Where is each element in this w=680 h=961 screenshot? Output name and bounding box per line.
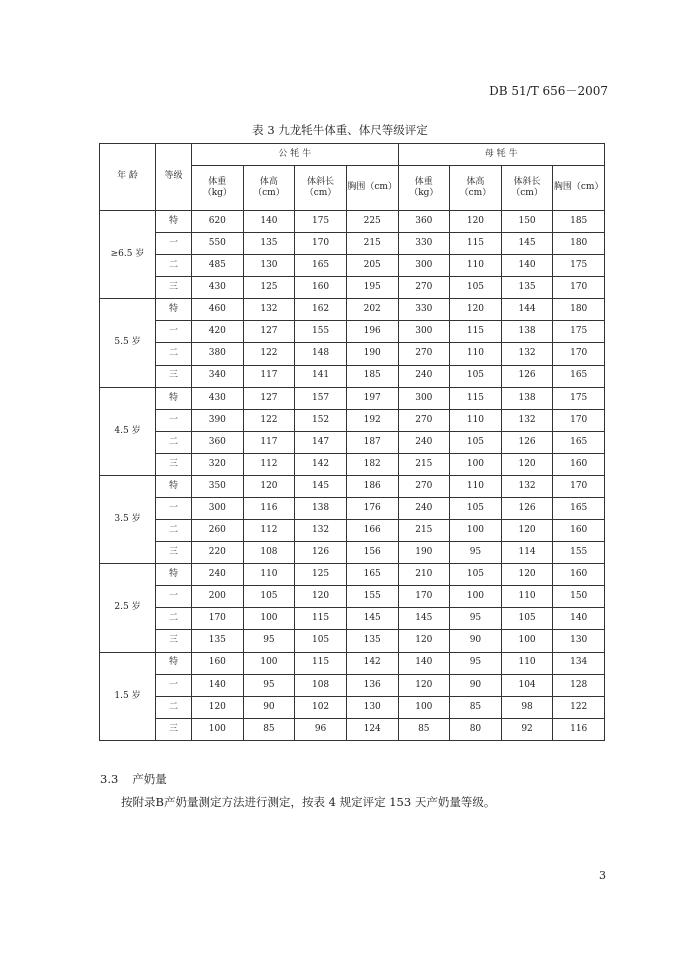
value-cell: 165 <box>553 498 605 520</box>
value-cell: 195 <box>346 277 398 299</box>
value-cell: 340 <box>192 365 244 387</box>
value-cell: 160 <box>192 652 244 674</box>
age-cell: 2.5 岁 <box>100 564 156 652</box>
value-cell: 120 <box>243 475 295 497</box>
value-cell: 100 <box>398 696 450 718</box>
table-row <box>100 255 605 277</box>
value-cell: 192 <box>346 409 398 431</box>
value-cell: 165 <box>553 431 605 453</box>
table-row <box>100 233 605 255</box>
table-header <box>100 144 605 211</box>
value-cell: 140 <box>501 255 553 277</box>
value-cell: 92 <box>501 718 553 740</box>
grade-cell: 特 <box>156 475 192 497</box>
table-row <box>100 498 605 520</box>
value-cell: 182 <box>346 453 398 475</box>
value-cell: 100 <box>243 608 295 630</box>
grading-table <box>99 143 605 741</box>
value-cell: 185 <box>553 211 605 233</box>
value-cell: 130 <box>243 255 295 277</box>
table-row <box>100 211 605 233</box>
measure-name: 体斜长 <box>513 176 541 187</box>
value-cell: 240 <box>398 431 450 453</box>
measure-unit: （cm） <box>459 188 492 198</box>
grade-cell: 二 <box>156 431 192 453</box>
table-row <box>100 608 605 630</box>
value-cell: 95 <box>450 542 502 564</box>
value-cell: 90 <box>243 696 295 718</box>
value-cell: 85 <box>243 718 295 740</box>
grade-cell: 三 <box>156 277 192 299</box>
value-cell: 141 <box>295 365 347 387</box>
grade-cell: 特 <box>156 211 192 233</box>
value-cell: 270 <box>398 475 450 497</box>
value-cell: 115 <box>450 233 502 255</box>
value-cell: 90 <box>450 674 502 696</box>
value-cell: 270 <box>398 277 450 299</box>
measure-header <box>398 166 450 211</box>
value-cell: 120 <box>192 696 244 718</box>
measure-name: 体高 <box>259 176 278 187</box>
grade-cell: 二 <box>156 255 192 277</box>
female-group-header: 母 牦 牛 <box>398 144 605 166</box>
age-cell: 5.5 岁 <box>100 299 156 387</box>
value-cell: 155 <box>295 321 347 343</box>
grade-cell: 特 <box>156 652 192 674</box>
table-row <box>100 674 605 696</box>
section-heading <box>100 771 167 787</box>
measure-header <box>192 166 244 211</box>
value-cell: 140 <box>553 608 605 630</box>
value-cell: 360 <box>192 431 244 453</box>
value-cell: 147 <box>295 431 347 453</box>
value-cell: 96 <box>295 718 347 740</box>
value-cell: 95 <box>243 674 295 696</box>
grade-cell: 一 <box>156 321 192 343</box>
grade-cell: 特 <box>156 387 192 409</box>
grade-cell: 三 <box>156 453 192 475</box>
measure-name: 体重 <box>414 176 433 187</box>
measure-unit: （cm） <box>304 188 337 198</box>
value-cell: 126 <box>501 365 553 387</box>
value-cell: 116 <box>553 718 605 740</box>
grade-cell: 二 <box>156 608 192 630</box>
value-cell: 104 <box>501 674 553 696</box>
value-cell: 85 <box>398 718 450 740</box>
table-row <box>100 630 605 652</box>
value-cell: 152 <box>295 409 347 431</box>
value-cell: 215 <box>398 453 450 475</box>
age-cell: ≥6.5 岁 <box>100 211 156 299</box>
value-cell: 200 <box>192 586 244 608</box>
table-row <box>100 387 605 409</box>
value-cell: 100 <box>450 520 502 542</box>
value-cell: 170 <box>295 233 347 255</box>
value-cell: 138 <box>501 387 553 409</box>
value-cell: 122 <box>243 409 295 431</box>
table-row <box>100 277 605 299</box>
value-cell: 110 <box>450 475 502 497</box>
value-cell: 114 <box>501 542 553 564</box>
value-cell: 115 <box>295 652 347 674</box>
value-cell: 350 <box>192 475 244 497</box>
value-cell: 105 <box>295 630 347 652</box>
table-caption: 表 3 九龙牦牛体重、体尺等级评定 <box>252 123 428 137</box>
table-row <box>100 718 605 740</box>
age-column-header: 年 龄 <box>100 144 156 211</box>
value-cell: 132 <box>295 520 347 542</box>
value-cell: 105 <box>450 431 502 453</box>
value-cell: 138 <box>501 321 553 343</box>
value-cell: 122 <box>243 343 295 365</box>
value-cell: 145 <box>346 608 398 630</box>
value-cell: 120 <box>295 586 347 608</box>
measure-name: 体高 <box>466 176 485 187</box>
table-row <box>100 696 605 718</box>
value-cell: 95 <box>450 652 502 674</box>
grade-cell: 二 <box>156 520 192 542</box>
value-cell: 150 <box>501 211 553 233</box>
value-cell: 260 <box>192 520 244 542</box>
value-cell: 100 <box>243 652 295 674</box>
value-cell: 220 <box>192 542 244 564</box>
age-cell: 1.5 岁 <box>100 652 156 740</box>
value-cell: 136 <box>346 674 398 696</box>
value-cell: 160 <box>553 520 605 542</box>
value-cell: 112 <box>243 520 295 542</box>
value-cell: 360 <box>398 211 450 233</box>
value-cell: 85 <box>450 696 502 718</box>
value-cell: 100 <box>192 718 244 740</box>
grade-cell: 一 <box>156 233 192 255</box>
value-cell: 240 <box>398 365 450 387</box>
value-cell: 550 <box>192 233 244 255</box>
value-cell: 115 <box>450 387 502 409</box>
measure-header <box>553 166 605 211</box>
document-code: DB 51/T 656－2007 <box>489 84 608 98</box>
value-cell: 196 <box>346 321 398 343</box>
measure-header <box>450 166 502 211</box>
measure-header <box>501 166 553 211</box>
measure-header <box>295 166 347 211</box>
value-cell: 190 <box>398 542 450 564</box>
value-cell: 145 <box>295 475 347 497</box>
value-cell: 110 <box>450 409 502 431</box>
value-cell: 390 <box>192 409 244 431</box>
value-cell: 102 <box>295 696 347 718</box>
age-cell: 3.5 岁 <box>100 475 156 563</box>
section-number: 3.3 <box>100 772 119 786</box>
value-cell: 127 <box>243 387 295 409</box>
grade-cell: 特 <box>156 564 192 586</box>
grade-cell: 二 <box>156 696 192 718</box>
value-cell: 155 <box>553 542 605 564</box>
value-cell: 162 <box>295 299 347 321</box>
value-cell: 135 <box>192 630 244 652</box>
page-number: 3 <box>599 869 606 882</box>
age-cell: 4.5 岁 <box>100 387 156 475</box>
measure-name: 胸围（cm） <box>553 182 604 193</box>
value-cell: 135 <box>243 233 295 255</box>
value-cell: 132 <box>501 409 553 431</box>
value-cell: 420 <box>192 321 244 343</box>
value-cell: 127 <box>243 321 295 343</box>
value-cell: 160 <box>295 277 347 299</box>
value-cell: 180 <box>553 299 605 321</box>
value-cell: 160 <box>553 564 605 586</box>
value-cell: 430 <box>192 387 244 409</box>
value-cell: 115 <box>295 608 347 630</box>
grade-cell: 一 <box>156 586 192 608</box>
value-cell: 135 <box>346 630 398 652</box>
value-cell: 110 <box>501 652 553 674</box>
value-cell: 140 <box>243 211 295 233</box>
table-row <box>100 409 605 431</box>
value-cell: 125 <box>295 564 347 586</box>
value-cell: 176 <box>346 498 398 520</box>
value-cell: 270 <box>398 343 450 365</box>
value-cell: 175 <box>553 387 605 409</box>
value-cell: 124 <box>346 718 398 740</box>
value-cell: 300 <box>398 387 450 409</box>
value-cell: 132 <box>501 475 553 497</box>
value-cell: 120 <box>501 520 553 542</box>
table-row <box>100 453 605 475</box>
value-cell: 115 <box>450 321 502 343</box>
value-cell: 130 <box>553 630 605 652</box>
value-cell: 135 <box>501 277 553 299</box>
value-cell: 120 <box>501 453 553 475</box>
value-cell: 202 <box>346 299 398 321</box>
value-cell: 132 <box>501 343 553 365</box>
table-row <box>100 542 605 564</box>
value-cell: 165 <box>346 564 398 586</box>
value-cell: 95 <box>450 608 502 630</box>
value-cell: 186 <box>346 475 398 497</box>
grade-cell: 一 <box>156 498 192 520</box>
value-cell: 170 <box>398 586 450 608</box>
value-cell: 140 <box>398 652 450 674</box>
value-cell: 240 <box>398 498 450 520</box>
value-cell: 142 <box>346 652 398 674</box>
value-cell: 110 <box>501 586 553 608</box>
measure-unit: （kg） <box>202 188 232 198</box>
value-cell: 126 <box>501 431 553 453</box>
value-cell: 110 <box>450 255 502 277</box>
table-row <box>100 321 605 343</box>
value-cell: 430 <box>192 277 244 299</box>
value-cell: 170 <box>553 409 605 431</box>
value-cell: 155 <box>346 586 398 608</box>
value-cell: 460 <box>192 299 244 321</box>
value-cell: 330 <box>398 299 450 321</box>
section-body: 按附录B产奶量测定方法进行测定，按表 4 规定评定 153 天产奶量等级。 <box>121 795 496 809</box>
section-title: 产奶量 <box>132 772 167 786</box>
value-cell: 142 <box>295 453 347 475</box>
value-cell: 110 <box>450 343 502 365</box>
table-row <box>100 475 605 497</box>
value-cell: 120 <box>398 630 450 652</box>
value-cell: 120 <box>450 211 502 233</box>
value-cell: 330 <box>398 233 450 255</box>
value-cell: 145 <box>501 233 553 255</box>
value-cell: 485 <box>192 255 244 277</box>
table-row <box>100 299 605 321</box>
table-row <box>100 520 605 542</box>
value-cell: 126 <box>501 498 553 520</box>
measure-unit: （cm） <box>253 188 285 198</box>
value-cell: 126 <box>295 542 347 564</box>
measure-name: 体重 <box>208 176 227 187</box>
male-group-header: 公 牦 牛 <box>192 144 399 166</box>
value-cell: 108 <box>295 674 347 696</box>
value-cell: 100 <box>450 586 502 608</box>
value-cell: 144 <box>501 299 553 321</box>
value-cell: 170 <box>553 277 605 299</box>
value-cell: 175 <box>553 321 605 343</box>
value-cell: 145 <box>398 608 450 630</box>
value-cell: 134 <box>553 652 605 674</box>
value-cell: 105 <box>450 365 502 387</box>
value-cell: 105 <box>450 498 502 520</box>
measure-unit: （cm） <box>511 188 543 198</box>
value-cell: 175 <box>295 211 347 233</box>
value-cell: 225 <box>346 211 398 233</box>
value-cell: 130 <box>346 696 398 718</box>
value-cell: 90 <box>450 630 502 652</box>
value-cell: 98 <box>501 696 553 718</box>
value-cell: 100 <box>501 630 553 652</box>
value-cell: 105 <box>243 586 295 608</box>
value-cell: 380 <box>192 343 244 365</box>
value-cell: 170 <box>553 475 605 497</box>
value-cell: 156 <box>346 542 398 564</box>
value-cell: 120 <box>450 299 502 321</box>
value-cell: 160 <box>553 453 605 475</box>
value-cell: 105 <box>450 564 502 586</box>
value-cell: 175 <box>553 255 605 277</box>
grade-cell: 二 <box>156 343 192 365</box>
grade-cell: 三 <box>156 542 192 564</box>
value-cell: 197 <box>346 387 398 409</box>
value-cell: 100 <box>450 453 502 475</box>
value-cell: 270 <box>398 409 450 431</box>
value-cell: 80 <box>450 718 502 740</box>
value-cell: 128 <box>553 674 605 696</box>
table-row <box>100 564 605 586</box>
value-cell: 165 <box>295 255 347 277</box>
value-cell: 140 <box>192 674 244 696</box>
value-cell: 180 <box>553 233 605 255</box>
value-cell: 112 <box>243 453 295 475</box>
value-cell: 187 <box>346 431 398 453</box>
value-cell: 105 <box>450 277 502 299</box>
value-cell: 150 <box>553 586 605 608</box>
table-row <box>100 586 605 608</box>
value-cell: 165 <box>553 365 605 387</box>
grade-column-header: 等级 <box>156 144 192 211</box>
table-row <box>100 431 605 453</box>
value-cell: 190 <box>346 343 398 365</box>
value-cell: 105 <box>501 608 553 630</box>
grade-cell: 一 <box>156 409 192 431</box>
value-cell: 210 <box>398 564 450 586</box>
table-row <box>100 652 605 674</box>
grade-cell: 一 <box>156 674 192 696</box>
measure-name: 体斜长 <box>307 176 335 187</box>
value-cell: 300 <box>398 255 450 277</box>
value-cell: 120 <box>398 674 450 696</box>
value-cell: 170 <box>192 608 244 630</box>
grade-cell: 特 <box>156 299 192 321</box>
value-cell: 116 <box>243 498 295 520</box>
value-cell: 108 <box>243 542 295 564</box>
grade-cell: 三 <box>156 365 192 387</box>
value-cell: 157 <box>295 387 347 409</box>
value-cell: 117 <box>243 431 295 453</box>
value-cell: 215 <box>346 233 398 255</box>
value-cell: 148 <box>295 343 347 365</box>
table-row <box>100 343 605 365</box>
value-cell: 205 <box>346 255 398 277</box>
value-cell: 215 <box>398 520 450 542</box>
value-cell: 110 <box>243 564 295 586</box>
measure-unit: （kg） <box>409 188 439 198</box>
value-cell: 95 <box>243 630 295 652</box>
grade-cell: 三 <box>156 630 192 652</box>
value-cell: 185 <box>346 365 398 387</box>
value-cell: 120 <box>501 564 553 586</box>
table-body <box>100 211 605 741</box>
value-cell: 138 <box>295 498 347 520</box>
value-cell: 320 <box>192 453 244 475</box>
grade-cell: 三 <box>156 718 192 740</box>
measure-name: 胸围（cm） <box>347 182 397 193</box>
value-cell: 117 <box>243 365 295 387</box>
measure-header <box>346 166 398 211</box>
measure-header <box>243 166 295 211</box>
table-row <box>100 365 605 387</box>
value-cell: 125 <box>243 277 295 299</box>
value-cell: 170 <box>553 343 605 365</box>
value-cell: 166 <box>346 520 398 542</box>
value-cell: 620 <box>192 211 244 233</box>
value-cell: 122 <box>553 696 605 718</box>
value-cell: 240 <box>192 564 244 586</box>
value-cell: 300 <box>398 321 450 343</box>
value-cell: 132 <box>243 299 295 321</box>
value-cell: 300 <box>192 498 244 520</box>
